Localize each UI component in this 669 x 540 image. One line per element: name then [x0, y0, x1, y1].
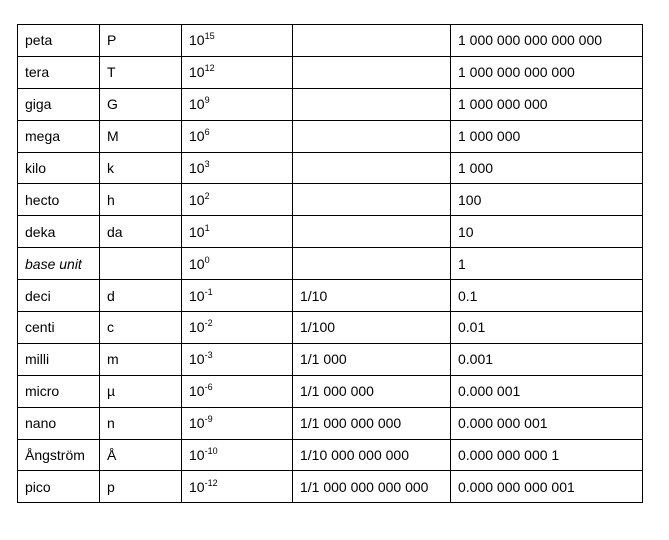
- power-base: 10: [189, 351, 205, 368]
- table-row: [18, 280, 643, 312]
- prefix-name-cell: giga: [18, 88, 100, 120]
- power-base: 10: [189, 223, 205, 240]
- power-of-ten-cell: [182, 343, 293, 375]
- power-base: 10: [189, 287, 205, 304]
- power-of-ten-cell: [182, 280, 293, 312]
- table-row: [18, 56, 643, 88]
- decimal-value-cell: 1 000 000 000 000 000: [451, 25, 643, 57]
- power-base: 10: [189, 447, 205, 464]
- prefix-symbol-cell: m: [100, 343, 182, 375]
- decimal-value-cell: 1 000 000 000: [451, 88, 643, 120]
- power-exponent: 9: [204, 95, 210, 106]
- prefix-name-cell: deka: [18, 216, 100, 248]
- decimal-value-cell: 0.1: [451, 280, 643, 312]
- power-of-ten-cell: [182, 439, 293, 471]
- prefix-symbol-cell: p: [100, 471, 182, 503]
- table-row: [18, 375, 643, 407]
- prefix-name-cell: Ångström: [18, 439, 100, 471]
- fraction-cell: 1/1 000 000: [293, 375, 451, 407]
- fraction-cell: 1/1 000 000 000 000: [293, 471, 451, 503]
- prefix-symbol-cell: da: [100, 216, 182, 248]
- fraction-cell: [293, 56, 451, 88]
- power-of-ten-cell: [182, 25, 293, 57]
- power-base: 10: [189, 160, 205, 176]
- prefix-name-cell: peta: [18, 25, 100, 57]
- prefix-symbol-cell: c: [100, 312, 182, 344]
- power-exponent: 3: [204, 159, 210, 169]
- prefix-symbol-cell: [100, 248, 182, 280]
- prefix-symbol-cell: P: [100, 25, 182, 57]
- decimal-value-cell: 0.001: [451, 343, 643, 375]
- fraction-cell: 1/10 000 000 000: [293, 439, 451, 471]
- prefix-name-cell: hecto: [18, 184, 100, 216]
- power-of-ten-cell: [182, 184, 293, 216]
- decimal-value-cell: 0.000 000 001: [451, 407, 643, 439]
- table-row: [18, 88, 643, 120]
- decimal-value-cell: 1 000 000 000 000: [451, 56, 643, 88]
- decimal-value-cell: 0.000 000 000 001: [451, 471, 643, 503]
- power-exponent: -9: [204, 414, 213, 425]
- power-of-ten-cell: [182, 152, 293, 184]
- table-row: [18, 312, 643, 344]
- decimal-value-cell: 0.01: [451, 312, 643, 344]
- prefix-symbol-cell: µ: [100, 375, 182, 407]
- power-exponent: -2: [204, 318, 213, 329]
- decimal-value-cell: 0.000 000 000 1: [451, 439, 643, 471]
- table-row: [18, 152, 643, 184]
- power-of-ten-cell: [182, 88, 293, 120]
- power-base: 10: [189, 96, 205, 113]
- table-row: [18, 120, 643, 152]
- power-of-ten-cell: [182, 471, 293, 503]
- power-base: 10: [189, 191, 205, 208]
- power-exponent: -3: [204, 350, 213, 361]
- power-of-ten-cell: [182, 312, 293, 344]
- power-base: 10: [189, 32, 205, 49]
- prefix-symbol-cell: n: [100, 407, 182, 439]
- prefix-symbol-cell: T: [100, 56, 182, 88]
- table-row: [18, 343, 643, 375]
- power-base: 10: [189, 383, 205, 400]
- table-row: [18, 248, 643, 280]
- prefix-name-cell: mega: [18, 120, 100, 152]
- prefix-symbol-cell: d: [100, 280, 182, 312]
- decimal-value-cell: 1 000 000: [451, 120, 643, 152]
- prefix-name-cell: pico: [18, 471, 100, 503]
- power-exponent: 0: [204, 254, 210, 265]
- table-row: [18, 439, 643, 471]
- si-prefix-table: [17, 24, 643, 503]
- power-exponent: 1: [204, 222, 210, 233]
- power-exponent: 6: [204, 127, 210, 138]
- power-base: 10: [189, 255, 205, 272]
- prefix-name-cell: nano: [18, 407, 100, 439]
- fraction-cell: [293, 25, 451, 57]
- fraction-cell: [293, 120, 451, 152]
- prefix-name-cell: centi: [18, 312, 100, 344]
- power-base: 10: [189, 128, 205, 145]
- prefix-symbol-cell: M: [100, 120, 182, 152]
- decimal-value-cell: 10: [451, 216, 643, 248]
- power-exponent: 12: [204, 63, 215, 74]
- prefix-name-cell: kilo: [18, 152, 100, 184]
- fraction-cell: [293, 88, 451, 120]
- fraction-cell: 1/10: [293, 280, 451, 312]
- prefix-symbol-cell: Å: [100, 439, 182, 471]
- fraction-cell: [293, 152, 451, 184]
- power-exponent: 2: [204, 190, 210, 201]
- decimal-value-cell: 0.000 001: [451, 375, 643, 407]
- fraction-cell: 1/100: [293, 312, 451, 344]
- power-exponent: -6: [204, 382, 213, 393]
- power-exponent: -1: [204, 286, 213, 297]
- power-exponent: 15: [204, 31, 215, 42]
- power-of-ten-cell: [182, 375, 293, 407]
- si-prefix-table-body: [18, 25, 643, 503]
- prefix-name-cell: deci: [18, 280, 100, 312]
- prefix-symbol-cell: h: [100, 184, 182, 216]
- fraction-cell: [293, 184, 451, 216]
- prefix-name-cell: tera: [18, 56, 100, 88]
- power-base: 10: [189, 415, 205, 432]
- power-of-ten-cell: [182, 407, 293, 439]
- fraction-cell: [293, 248, 451, 280]
- prefix-symbol-cell: G: [100, 88, 182, 120]
- prefix-symbol-cell: k: [100, 152, 182, 184]
- fraction-cell: 1/1 000 000 000: [293, 407, 451, 439]
- table-row: [18, 407, 643, 439]
- power-base: 10: [189, 319, 205, 336]
- table-row: [18, 471, 643, 503]
- table-row: [18, 216, 643, 248]
- power-of-ten-cell: [182, 56, 293, 88]
- fraction-cell: 1/1 000: [293, 343, 451, 375]
- power-exponent: -12: [204, 477, 218, 488]
- prefix-name-cell: base unit: [18, 248, 100, 280]
- decimal-value-cell: 1: [451, 248, 643, 280]
- table-row: [18, 25, 643, 57]
- decimal-value-cell: 1 000: [451, 152, 643, 184]
- decimal-value-cell: 100: [451, 184, 643, 216]
- table-row: [18, 184, 643, 216]
- power-of-ten-cell: [182, 248, 293, 280]
- power-exponent: -10: [204, 446, 218, 457]
- power-base: 10: [189, 478, 205, 495]
- power-base: 10: [189, 64, 205, 81]
- prefix-name-cell: milli: [18, 343, 100, 375]
- prefix-name-cell: micro: [18, 375, 100, 407]
- power-of-ten-cell: [182, 120, 293, 152]
- fraction-cell: [293, 216, 451, 248]
- power-of-ten-cell: [182, 216, 293, 248]
